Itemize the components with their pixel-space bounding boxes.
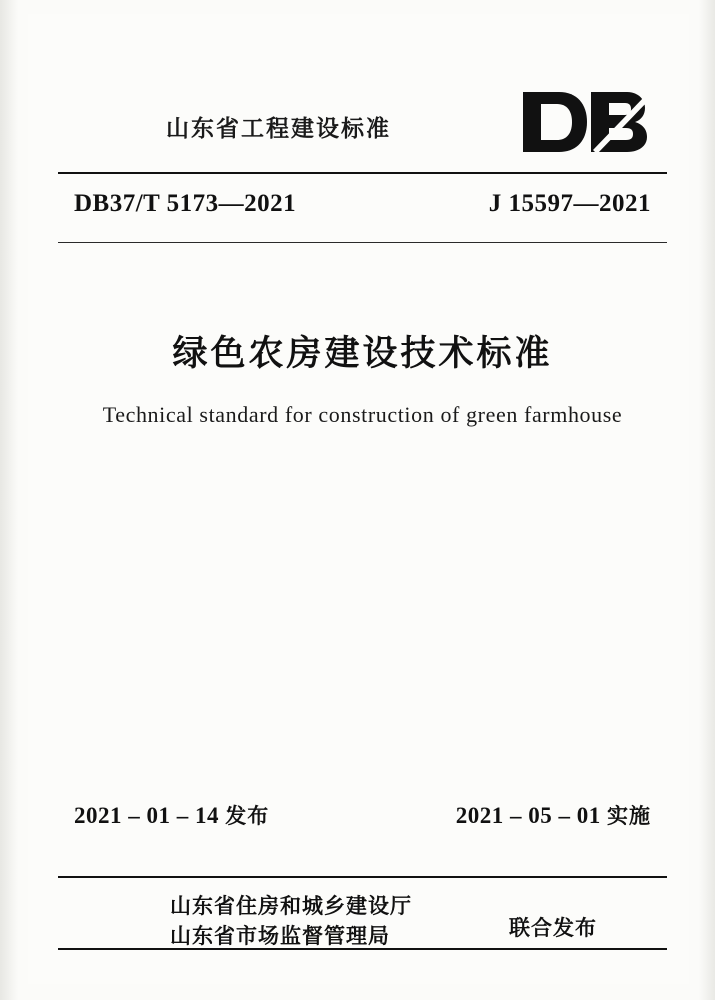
divider-below-numbers — [58, 242, 667, 243]
page-title: 绿色农房建设技术标准 — [172, 334, 553, 373]
page-title-english: Technical standard for construction of green farmhouse — [102, 401, 623, 427]
standard-number: DB37/T 5173—2021 — [74, 190, 297, 217]
title-block — [58, 332, 667, 428]
cover-header — [58, 88, 667, 168]
series-title: 山东省工程建设标准 — [166, 115, 391, 141]
effective-date — [456, 800, 651, 830]
filing-number: J 15597—2021 — [488, 190, 651, 217]
number-row — [58, 190, 667, 228]
issuer-line-1: 山东省住房和城乡建设厅 — [170, 895, 412, 918]
issuer-names — [170, 892, 412, 952]
divider-footer-bottom — [58, 948, 667, 950]
effective-date-value: 2021 – 05 – 01 — [455, 803, 601, 828]
issuer-block — [58, 890, 667, 948]
dates-row — [58, 800, 667, 834]
issue-date-label: 发布 — [225, 805, 270, 828]
issue-date-value: 2021 – 01 – 14 — [74, 803, 219, 828]
joint-release-label: 联合发布 — [509, 917, 597, 940]
divider-footer-top — [58, 876, 667, 878]
db-logo — [519, 88, 649, 156]
divider-top — [58, 172, 667, 174]
issue-date — [74, 800, 269, 830]
cover-sheet — [28, 14, 689, 984]
issuer-line-2: 山东省市场监督管理局 — [170, 924, 390, 948]
effective-date-label: 实施 — [607, 805, 651, 828]
